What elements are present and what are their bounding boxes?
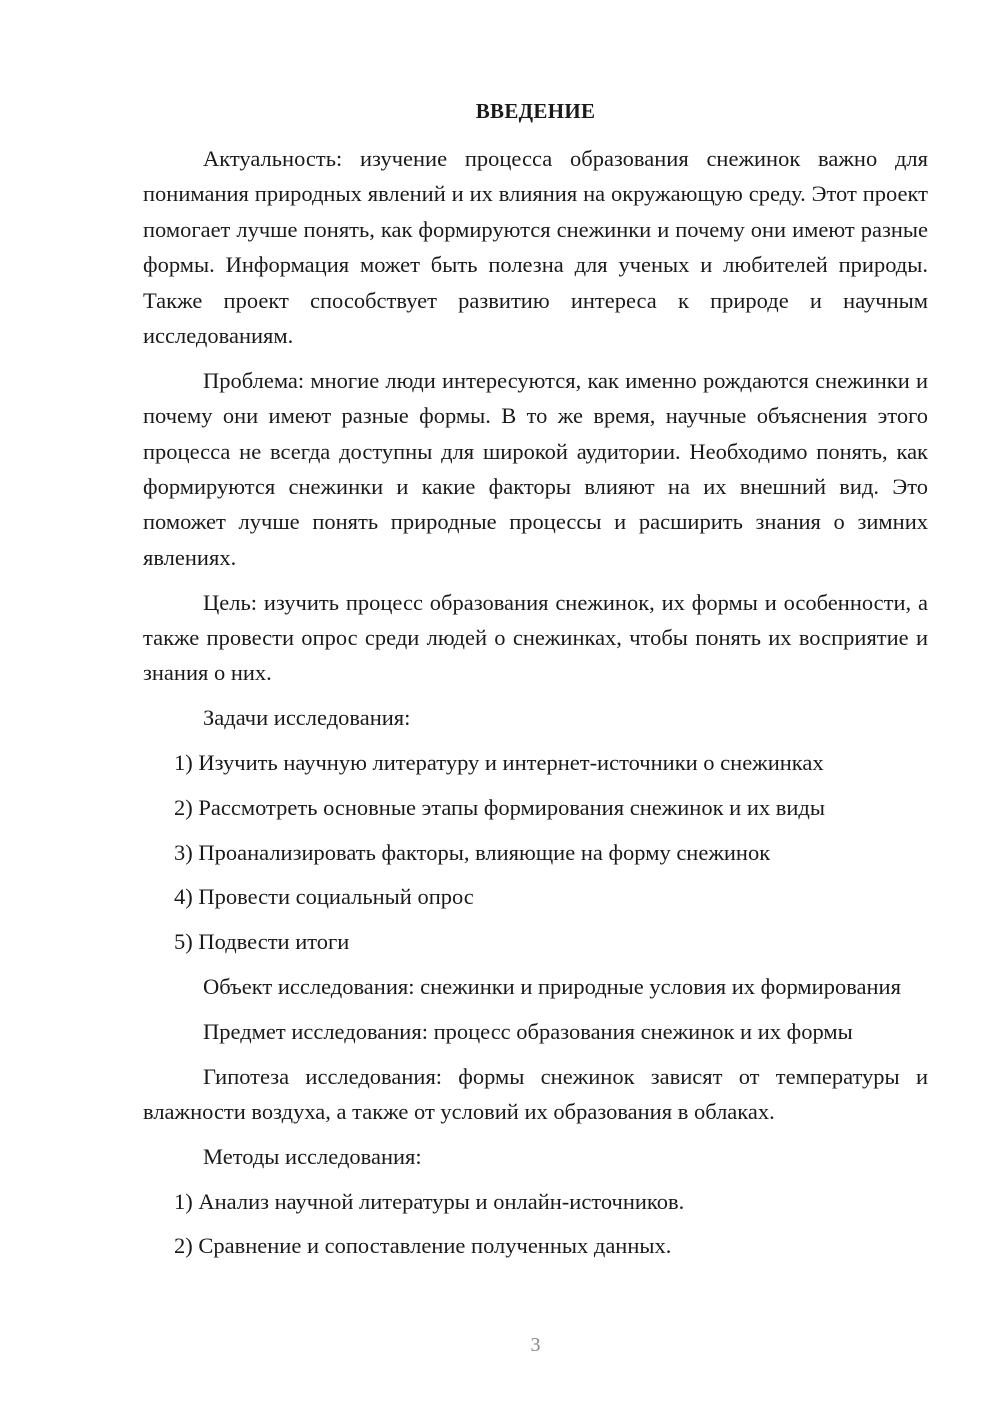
- methods-heading: Методы исследования:: [203, 1143, 422, 1169]
- subject-paragraph: Предмет исследования: процесс образования снежинок и их формы: [203, 1018, 853, 1044]
- tasks-heading: Задачи исследования:: [203, 705, 411, 731]
- task-item-4: 4) Провести социальный опрос: [174, 884, 474, 910]
- document-page: [143, 0, 928, 1414]
- task-item-3: 3) Проанализировать факторы, влияющие на форму снежинок: [174, 839, 771, 865]
- task-item-1: 1) Изучить научную литературу и интернет-источники о снежинках: [174, 750, 824, 776]
- object-paragraph: Объект исследования: снежинки и природные условия их формирования: [203, 974, 901, 1000]
- problem-paragraph: Проблема: многие люди интересуются, как именно рождаются снежинки и почему они имеют разные формы. В то же время, научные объяснения этого процесса не всегда доступны для широкой аудитории. Необходимо понять, как формируются снежинки и какие факторы влияют на их внешний вид. Это поможет лучше понять природные процессы и расширить знания о зимних явлениях.: [143, 367, 928, 570]
- section-title: ВВЕДЕНИЕ: [475, 99, 596, 123]
- page-number: 3: [530, 1334, 541, 1356]
- method-item-2: 2) Сравнение и сопоставление полученных данных.: [174, 1233, 672, 1259]
- task-item-5: 5) Подвести итоги: [174, 929, 350, 955]
- hypothesis-paragraph: Гипотеза исследования: формы снежинок зависят от температуры и влажности воздуха, а также от условий их образования в облаках.: [143, 1063, 928, 1125]
- method-item-1: 1) Анализ научной литературы и онлайн-источников.: [174, 1188, 685, 1214]
- goal-paragraph: Цель: изучить процесс образования снежинок, их формы и особенности, а также провести опрос среди людей о снежинках, чтобы понять их восприятие и знания о них.: [143, 589, 928, 686]
- document-body: [143, 141, 928, 1273]
- task-item-2: 2) Рассмотреть основные этапы формирования снежинок и их виды: [174, 794, 825, 820]
- relevance-paragraph: Актуальность: изучение процесса образования снежинок важно для понимания природных явлений и их влияния на окружающую среду. Этот проект помогает лучше понять, как формируются снежинки и почему они имеют разные формы. Информация может быть полезна для ученых и любителей природы. Также проект способствует развитию интереса к природе и научным исследованиям.: [143, 146, 928, 349]
